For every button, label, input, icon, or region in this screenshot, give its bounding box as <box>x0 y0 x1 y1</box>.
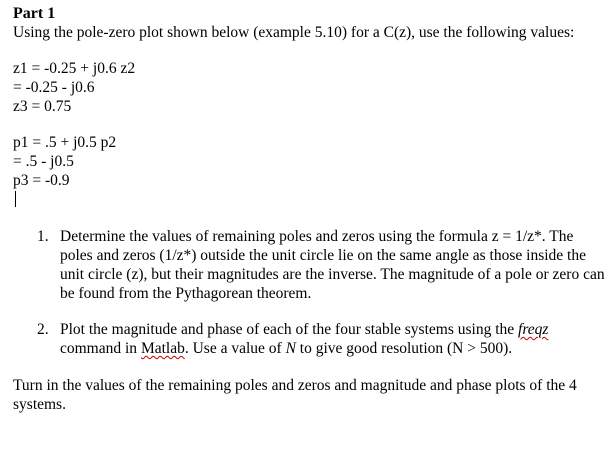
list-item <box>13 227 608 303</box>
pole-line-1: p1 = .5 + j0.5 p2 <box>13 134 117 151</box>
zero-values <box>13 59 608 116</box>
spellcheck-word-freqz[interactable]: freqz <box>518 321 549 338</box>
list-number: 1. <box>37 228 49 245</box>
list-text-part: to give good resolution (N > 500). <box>295 340 513 357</box>
list-text-part: . Use a value of <box>184 340 286 357</box>
zero-line-2: = -0.25 - j0.6 <box>13 79 95 96</box>
pole-line-2: = .5 - j0.5 <box>13 153 74 170</box>
list-item <box>13 320 608 358</box>
text-cursor <box>15 191 16 207</box>
zero-line-1: z1 = -0.25 + j0.6 z2 <box>13 60 136 77</box>
spellcheck-word-matlab[interactable]: Matlab <box>140 340 185 357</box>
part-heading: Part 1 <box>13 5 56 22</box>
footer-paragraph: Turn in the values of the remaining poles and zeros and magnitude and phase plots of the 4 systems. <box>13 377 577 413</box>
pole-values <box>13 133 608 209</box>
text-cursor-line <box>13 190 608 209</box>
document-body <box>13 4 608 414</box>
variable-n: N <box>285 340 296 357</box>
pole-line-3: p3 = -0.9 <box>13 172 70 189</box>
list-number: 2. <box>37 321 49 338</box>
intro-paragraph: Using the pole-zero plot shown below (example 5.10) for a C(z), use the following values: <box>13 24 575 41</box>
list-text-part: Plot the magnitude and phase of each of the four stable systems using the <box>60 321 519 338</box>
zero-line-3: z3 = 0.75 <box>13 98 72 115</box>
list-text-part: command in <box>60 340 141 357</box>
instruction-list <box>13 227 608 358</box>
list-item-text: Determine the values of remaining poles and zeros using the formula z = 1/z*. The poles and zeros (1/z*) outside the unit circle lie on the same angle as those inside the unit circle (z), but their magnitudes are the inverse. The magnitude of a pole or zero can be found from the Pythagorean theorem. <box>60 228 605 302</box>
